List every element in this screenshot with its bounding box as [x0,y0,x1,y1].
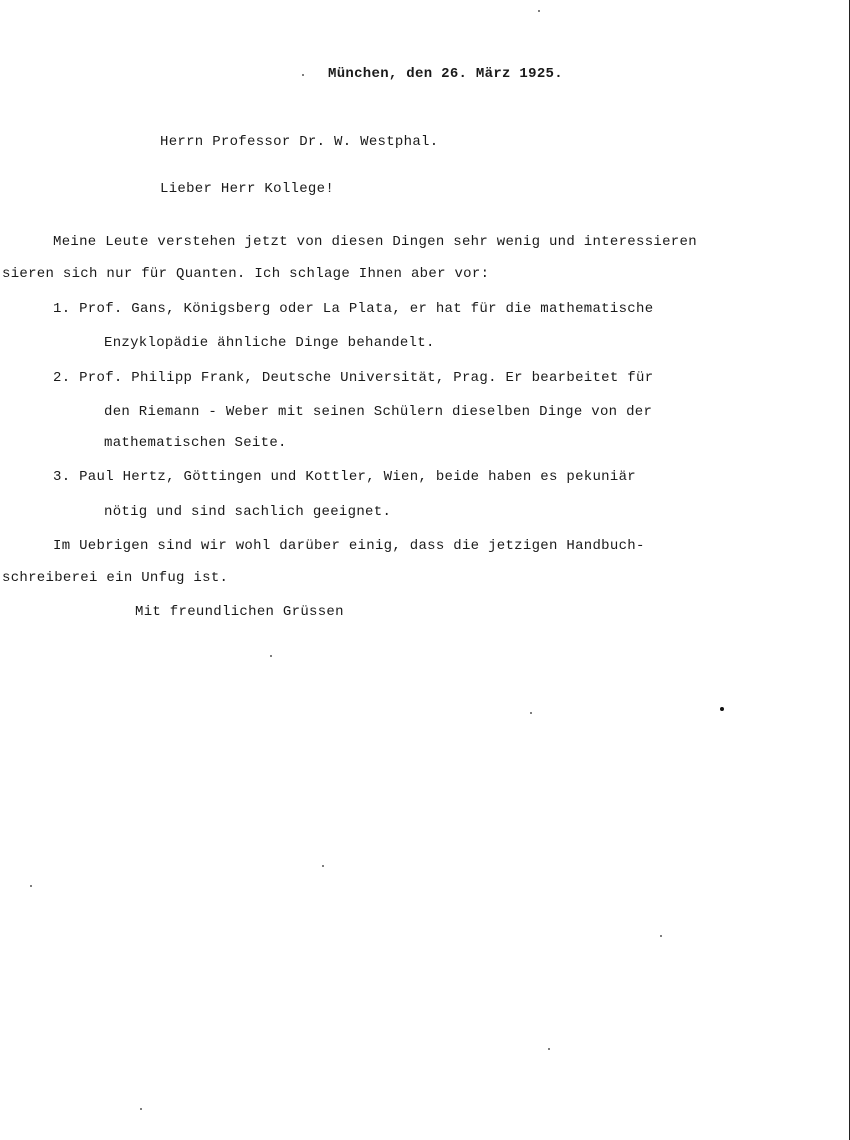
list-item-2-line-3: mathematischen Seite. [104,435,287,451]
scan-speck [530,712,532,714]
addressee: Herrn Professor Dr. W. Westphal. [160,134,439,150]
list-item-3-line-1: 3. Paul Hertz, Göttingen und Kottler, Wien, beide haben es pekuniär [53,469,636,485]
scan-speck [548,1048,550,1050]
scan-speck [322,865,324,867]
scan-speck [538,10,540,12]
scan-speck [720,707,724,711]
salutation: Lieber Herr Kollege! [160,181,335,197]
scan-speck [140,1108,142,1110]
scan-speck [270,655,272,657]
scan-speck [30,885,32,887]
list-item-2-line-1: 2. Prof. Philipp Frank, Deutsche Universität, Prag. Er bearbeitet für [53,370,654,386]
list-item-1-line-1: 1. Prof. Gans, Königsberg oder La Plata, er hat für die mathematische [53,301,654,317]
scan-speck [302,74,304,76]
closing-line-2: schreiberei ein Unfug ist. [2,570,229,586]
body-intro-line-1: Meine Leute verstehen jetzt von diesen Dingen sehr wenig und interessieren [53,234,697,250]
scan-speck [660,935,662,937]
list-item-1-line-2: Enzyklopädie ähnliche Dinge behandelt. [104,335,435,351]
body-intro-line-2: sieren sich nur für Quanten. Ich schlage Ihnen aber vor: [2,266,490,282]
list-item-3-line-2: nötig und sind sachlich geeignet. [104,504,392,520]
closing-line-1: Im Uebrigen sind wir wohl darüber einig, dass die jetzigen Handbuch- [53,538,645,554]
greeting: Mit freundlichen Grüssen [135,604,344,620]
list-item-2-line-2: den Riemann - Weber mit seinen Schülern dieselben Dinge von der [104,404,653,420]
date-line: München, den 26. März 1925. [328,66,563,82]
